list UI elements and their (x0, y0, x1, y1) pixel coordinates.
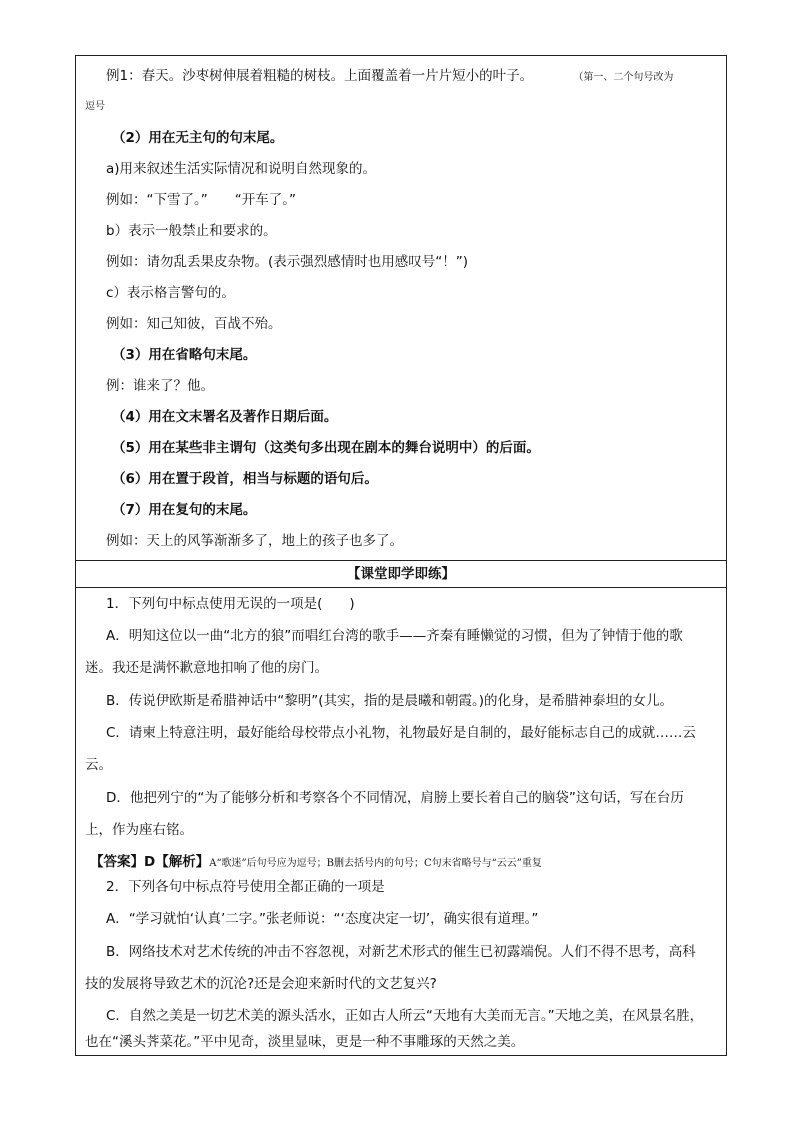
rule-3-example: 例：谁来了？他。 (106, 378, 214, 394)
rule-2-heading: （2）用在无主句的句末尾。 (112, 130, 284, 146)
q2-option-b-cont: 技的发展将导致艺术的沉沦?还是会迎来新时代的文艺复兴? (85, 976, 437, 992)
answer-explanation: A“歌迷”后句号应为逗号；B删去括号内的句号；C句末省略号与“云云”重复 (209, 858, 542, 869)
rule-5-heading: （5）用在某些非主谓句（这类句多出现在剧本的舞台说明中）的后面。 (112, 440, 540, 456)
q1-option-c: C．请柬上特意注明，最好能给母校带点小礼物，礼物最好是自制的，最好能标志自己的成就……云 (106, 725, 696, 741)
question-2: 2．下列各句中标点符号使用全都正确的一项是 (106, 879, 385, 895)
row-divider-2 (76, 587, 726, 588)
question-1: 1．下列句中标点使用无误的一项是( ) (106, 596, 355, 612)
q2-option-a: A．“学习就怕‘认真’二字。”张老师说：“‘态度决定一切’，确实很有道理。” (106, 911, 539, 927)
rule-2a-example: 例如：“下雪了。” “开车了。” (106, 192, 296, 208)
example-1-note-cont: 逗号 (85, 101, 105, 112)
q1-option-a-cont: 迷。我还是满怀歉意地扣响了他的房门。 (85, 660, 328, 676)
answer-label: 【答案】D【解析】 (90, 854, 210, 870)
q1-option-c-cont: 云。 (85, 757, 112, 773)
q1-option-b: B．传说伊欧斯是希腊神话中“黎明”(其实，指的是晨曦和朝霞。)的化身，是希腊神泰坦的女儿。 (106, 693, 674, 709)
rule-7-heading: （7）用在复句的末尾。 (112, 502, 257, 518)
example-1 (76, 67, 726, 87)
rule-3-heading: （3）用在省略句末尾。 (112, 347, 257, 363)
example-1-text: 例1：春天。沙枣树伸展着粗糙的树枝。上面覆盖着一片片短小的叶子。 (106, 68, 534, 84)
q2-option-c-cont: 也在“溪头荠菜花。”平中见奇，淡里显味，更是一种不事雕琢的天然之美。 (85, 1034, 525, 1050)
q1-option-a: A．明知这位以一曲“北方的狼”而唱红台湾的歌手——齐秦有睡懒觉的习惯，但为了钟情于他的歌 (106, 628, 683, 644)
content-table (75, 55, 727, 1056)
example-1-note: （第一、二个句号改为 (573, 72, 674, 83)
q2-option-b: B．网络技术对艺术传统的冲击不容忽视，对新艺术形式的催生已初露端倪。人们不得不思考，高科 (106, 944, 696, 960)
q1-answer (76, 853, 726, 873)
rule-2c-example: 例如：知己知彼，百战不殆。 (106, 316, 282, 332)
rule-4-heading: （4）用在文末署名及著作日期后面。 (112, 409, 338, 425)
rule-2b-example: 例如：请勿乱丢果皮杂物。(表示强烈感情时也用感叹号“！”) (106, 254, 469, 270)
rule-7-example: 例如：天上的风筝渐渐多了，地上的孩子也多了。 (106, 533, 403, 549)
row-divider-1 (76, 560, 726, 561)
rule-6-heading: （6）用在置于段首，相当与标题的语句后。 (112, 471, 378, 487)
q1-option-d: D．他把列宁的“为了能够分析和考察各个不同情况，肩膀上要长着自己的脑袋”这句话，写在台历 (106, 790, 684, 806)
rule-2a: a)用来叙述生活实际情况和说明自然现象的。 (106, 161, 377, 177)
q1-option-d-cont: 上，作为座右铭。 (85, 822, 193, 838)
rule-2c: c）表示格言警句的。 (106, 285, 235, 301)
exercise-section-title: 【课堂即学即练】 (347, 566, 455, 582)
rule-2b: b）表示一般禁止和要求的。 (106, 223, 277, 239)
q2-option-c: C．自然之美是一切艺术美的源头活水，正如古人所云“天地有大美而无言。”天地之美，在风景名胜， (106, 1008, 704, 1024)
